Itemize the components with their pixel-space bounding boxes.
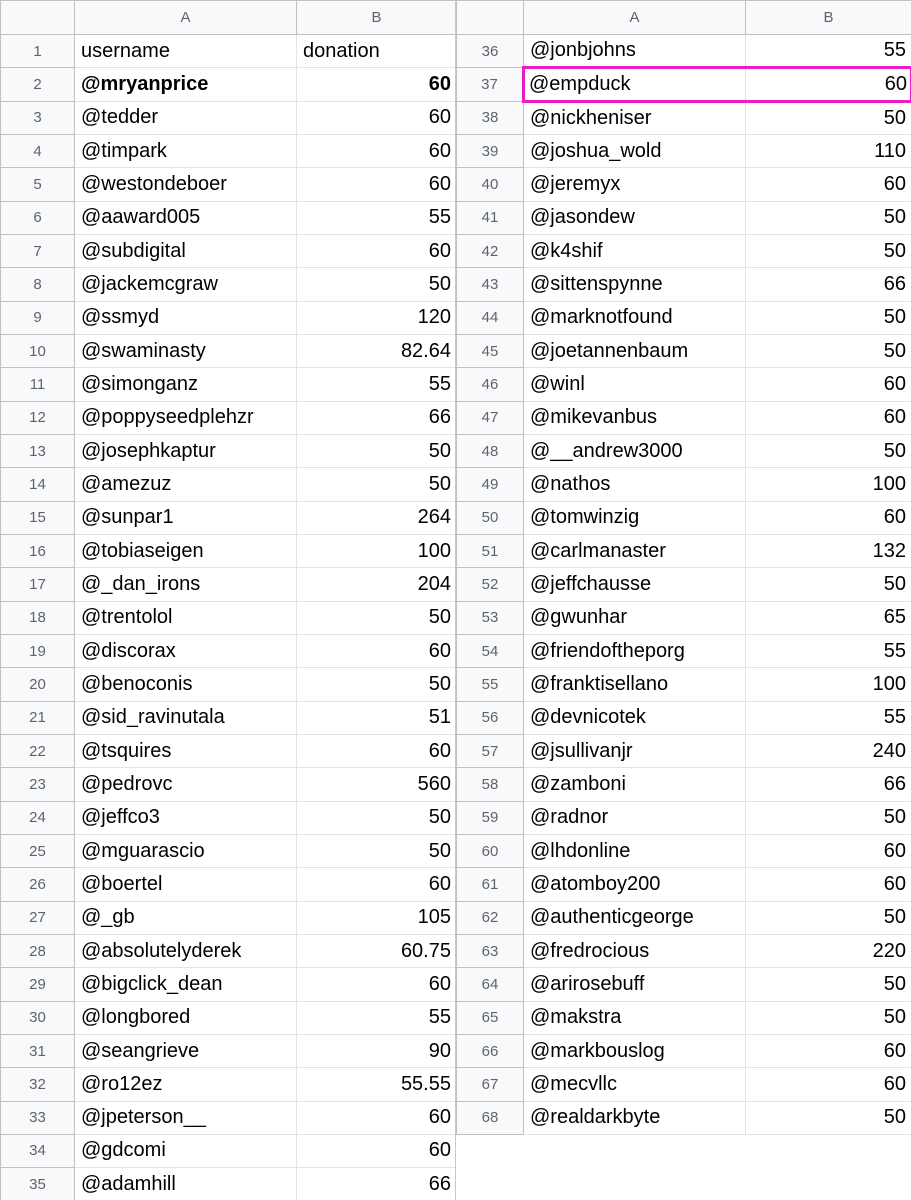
cell-username[interactable]: @sunpar1 [75,501,297,534]
table-row [1,734,457,767]
cell-donation[interactable]: 55 [746,701,911,734]
cell-donation[interactable]: 82.64 [297,334,457,367]
row-number[interactable]: 26 [1,868,75,901]
cell-donation[interactable]: 90 [297,1034,457,1067]
table-row [457,701,911,734]
cell-donation[interactable]: 66 [297,401,457,434]
cell-username[interactable]: @adamhill [75,1168,297,1200]
table-row [457,568,911,601]
row-number[interactable]: 32 [1,1068,75,1101]
table-row [1,834,457,867]
cell-donation[interactable]: 60 [297,634,457,667]
table-row [457,134,911,167]
cell-username[interactable]: @nickheniser [524,101,746,134]
table-row [1,634,457,667]
cell-username[interactable]: @benoconis [75,668,297,701]
table-row [457,368,911,401]
row-number[interactable]: 54 [457,634,524,667]
cell-username[interactable]: @authenticgeorge [524,901,746,934]
row-number[interactable]: 1 [1,35,75,68]
cell-username[interactable]: @jeremyx [524,168,746,201]
table-row [1,768,457,801]
cell-donation[interactable]: 220 [746,934,911,967]
row-number[interactable]: 22 [1,734,75,767]
cell-donation[interactable]: 55 [297,201,457,234]
cell-donation[interactable]: 60 [297,1101,457,1134]
row-number[interactable]: 8 [1,268,75,301]
cell-username[interactable]: @bigclick_dean [75,968,297,1001]
row-number[interactable]: 27 [1,901,75,934]
column-header-a[interactable]: A [75,1,297,35]
table-row [457,834,911,867]
cell-donation[interactable]: 50 [746,301,911,334]
table-row [1,1134,457,1167]
cell-donation[interactable]: 50 [746,334,911,367]
table-row [457,234,911,267]
cell-donation[interactable]: 65 [746,601,911,634]
cell-username[interactable]: @marknotfound [524,301,746,334]
cell-username[interactable]: @discorax [75,634,297,667]
cell-username[interactable]: @lhdonline [524,834,746,867]
select-all-corner[interactable] [457,1,524,35]
table-row [1,701,457,734]
panel-divider [455,0,456,1200]
cell-donation[interactable]: 50 [746,801,911,834]
table-row [457,868,911,901]
cell-donation[interactable]: 50 [746,1101,911,1134]
cell-username[interactable]: @winl [524,368,746,401]
row-number[interactable]: 5 [1,168,75,201]
table-row [457,534,911,567]
cell-username[interactable]: @boertel [75,868,297,901]
table-row [1,968,457,1001]
cell-username[interactable]: @_gb [75,901,297,934]
row-number[interactable]: 19 [1,634,75,667]
table-row [457,201,911,234]
table-row [457,934,911,967]
row-number[interactable]: 14 [1,468,75,501]
row-number[interactable]: 58 [457,768,524,801]
cell-username[interactable]: @ro12ez [75,1068,297,1101]
row-number[interactable]: 55 [457,668,524,701]
table-row [1,601,457,634]
cell-donation[interactable]: 50 [746,568,911,601]
cell-donation[interactable]: 100 [746,668,911,701]
row-number[interactable]: 28 [1,934,75,967]
cell-donation[interactable]: 50 [297,668,457,701]
table-row [457,968,911,1001]
table-row [1,368,457,401]
cell-username[interactable]: @timpark [75,134,297,167]
table-row [457,601,911,634]
row-number[interactable]: 4 [1,134,75,167]
table-row [1,201,457,234]
row-number[interactable]: 9 [1,301,75,334]
column-header-b[interactable]: B [746,1,911,35]
row-number[interactable]: 7 [1,234,75,267]
cell-username[interactable]: @sid_ravinutala [75,701,297,734]
table-row [1,901,457,934]
cell-donation[interactable]: 50 [297,601,457,634]
cell-donation[interactable]: 60 [297,168,457,201]
cell-donation[interactable]: 60 [297,1134,457,1167]
row-number[interactable]: 48 [457,434,524,467]
row-number[interactable]: 3 [1,101,75,134]
cell-username[interactable]: @aaward005 [75,201,297,234]
cell-donation[interactable]: 60 [746,401,911,434]
header-cell-username[interactable]: username [75,35,297,68]
cell-donation[interactable]: 60 [297,234,457,267]
table-row [457,734,911,767]
cell-username[interactable]: @jonbjohns [524,35,746,68]
row-number[interactable]: 60 [457,834,524,867]
cell-username[interactable]: @gwunhar [524,601,746,634]
table-row [1,801,457,834]
table-row [1,35,457,68]
row-number[interactable]: 56 [457,701,524,734]
cell-username[interactable]: @nathos [524,468,746,501]
cell-donation[interactable]: 60.75 [297,934,457,967]
cell-username[interactable]: @jeffchausse [524,568,746,601]
cell-donation[interactable]: 51 [297,701,457,734]
row-number[interactable]: 38 [457,101,524,134]
row-number[interactable]: 51 [457,534,524,567]
cell-username[interactable]: @radnor [524,801,746,834]
row-number[interactable]: 16 [1,534,75,567]
row-number[interactable]: 12 [1,401,75,434]
select-all-corner[interactable] [1,1,75,35]
table-row [1,501,457,534]
row-number[interactable]: 29 [1,968,75,1001]
table-row [1,434,457,467]
cell-donation[interactable]: 264 [297,501,457,534]
cell-donation[interactable]: 55 [746,634,911,667]
cell-donation[interactable]: 60 [746,1034,911,1067]
table-row [457,168,911,201]
row-number[interactable]: 17 [1,568,75,601]
table-row [457,501,911,534]
cell-username[interactable]: @tobiaseigen [75,534,297,567]
row-number[interactable]: 24 [1,801,75,834]
cell-username[interactable]: @longbored [75,1001,297,1034]
cell-username[interactable]: @friendoftheporg [524,634,746,667]
cell-donation[interactable]: 66 [297,1168,457,1200]
row-number[interactable]: 15 [1,501,75,534]
table-row [457,301,911,334]
cell-donation[interactable]: 60 [297,101,457,134]
cell-donation[interactable]: 60 [297,68,457,101]
row-number[interactable]: 11 [1,368,75,401]
row-number[interactable]: 25 [1,834,75,867]
cell-donation[interactable]: 55 [297,1001,457,1034]
cell-donation[interactable]: 60 [297,868,457,901]
row-number[interactable]: 68 [457,1101,524,1134]
cell-username[interactable]: @jasondew [524,201,746,234]
table-row [1,101,457,134]
cell-donation[interactable]: 132 [746,534,911,567]
cell-username[interactable]: @zamboni [524,768,746,801]
row-number[interactable]: 33 [1,1101,75,1134]
cell-donation[interactable]: 60 [297,134,457,167]
header-cell-donation[interactable]: donation [297,35,457,68]
cell-username[interactable]: @carlmanaster [524,534,746,567]
table-row [1,868,457,901]
cell-donation[interactable]: 60 [746,868,911,901]
column-header-a[interactable]: A [524,1,746,35]
row-number[interactable]: 64 [457,968,524,1001]
table-row [457,634,911,667]
cell-donation[interactable]: 50 [297,268,457,301]
cell-donation[interactable]: 50 [746,1001,911,1034]
cell-username[interactable]: @jeffco3 [75,801,297,834]
cell-donation[interactable]: 110 [746,134,911,167]
table-row [1,468,457,501]
cell-donation[interactable]: 100 [746,468,911,501]
cell-username[interactable]: @mecvllc [524,1068,746,1101]
row-number[interactable]: 62 [457,901,524,934]
cell-username[interactable]: @gdcomi [75,1134,297,1167]
cell-donation[interactable]: 560 [297,768,457,801]
row-number[interactable]: 65 [457,1001,524,1034]
cell-donation[interactable]: 105 [297,901,457,934]
row-number[interactable]: 52 [457,568,524,601]
table-row [457,1001,911,1034]
cell-donation[interactable]: 60 [746,368,911,401]
cell-username[interactable]: @joshua_wold [524,134,746,167]
cell-username[interactable]: @empduck [524,68,746,101]
cell-donation[interactable]: 204 [297,568,457,601]
cell-username[interactable]: @__andrew3000 [524,434,746,467]
cell-username[interactable]: @westondeboer [75,168,297,201]
table-row [457,101,911,134]
cell-donation[interactable]: 66 [746,768,911,801]
cell-username[interactable]: @joetannenbaum [524,334,746,367]
cell-donation[interactable]: 60 [746,68,911,101]
cell-username[interactable]: @josephkaptur [75,434,297,467]
table-row [1,168,457,201]
cell-donation[interactable]: 55 [746,35,911,68]
row-number[interactable]: 6 [1,201,75,234]
cell-donation[interactable]: 50 [746,234,911,267]
cell-donation[interactable]: 50 [746,201,911,234]
cell-username[interactable]: @tomwinzig [524,501,746,534]
cell-donation[interactable]: 55.55 [297,1068,457,1101]
table-row [1,134,457,167]
cell-username[interactable]: @makstra [524,1001,746,1034]
cell-donation[interactable]: 55 [297,368,457,401]
cell-donation[interactable]: 50 [297,468,457,501]
row-number[interactable]: 46 [457,368,524,401]
cell-donation[interactable]: 60 [746,501,911,534]
table-row [1,534,457,567]
row-number[interactable]: 36 [457,35,524,68]
cell-username[interactable]: @amezuz [75,468,297,501]
cell-donation[interactable]: 50 [297,801,457,834]
cell-donation[interactable]: 60 [746,168,911,201]
table-row [457,68,911,101]
row-number[interactable]: 37 [457,68,524,101]
table-row [457,1034,911,1067]
cell-username[interactable]: @fredrocious [524,934,746,967]
cell-username[interactable]: @poppyseedplehzr [75,401,297,434]
row-number[interactable]: 31 [1,1034,75,1067]
table-row [1,1001,457,1034]
cell-username[interactable]: @_dan_irons [75,568,297,601]
cell-username[interactable]: @seangrieve [75,1034,297,1067]
cell-username[interactable]: @atomboy200 [524,868,746,901]
row-number[interactable]: 40 [457,168,524,201]
row-number[interactable]: 47 [457,401,524,434]
table-row [1,234,457,267]
table-row [457,35,911,68]
cell-username[interactable]: @k4shif [524,234,746,267]
row-number[interactable]: 57 [457,734,524,767]
cell-username[interactable]: @tedder [75,101,297,134]
cell-donation[interactable]: 60 [746,1068,911,1101]
cell-username[interactable]: @mguarascio [75,834,297,867]
cell-donation[interactable]: 60 [297,734,457,767]
row-number[interactable]: 49 [457,468,524,501]
row-number[interactable]: 34 [1,1134,75,1167]
table-row [1,1101,457,1134]
table-row [1,268,457,301]
cell-donation[interactable]: 50 [297,434,457,467]
cell-donation[interactable]: 50 [297,834,457,867]
table-row [1,1068,457,1101]
cell-donation[interactable]: 50 [746,901,911,934]
row-number[interactable]: 61 [457,868,524,901]
cell-username[interactable]: @jackemcgraw [75,268,297,301]
row-number[interactable]: 35 [1,1168,75,1200]
table-row [1,568,457,601]
table-row [1,301,457,334]
table-row [457,1101,911,1134]
cell-username[interactable]: @sittenspynne [524,268,746,301]
table-row [1,934,457,967]
row-number[interactable]: 39 [457,134,524,167]
table-row [457,668,911,701]
row-number[interactable]: 18 [1,601,75,634]
cell-donation[interactable]: 60 [297,968,457,1001]
table-row [457,1068,911,1101]
cell-username[interactable]: @pedrovc [75,768,297,801]
row-number[interactable]: 42 [457,234,524,267]
table-row [457,468,911,501]
cell-username[interactable]: @trentolol [75,601,297,634]
cell-donation[interactable]: 66 [746,268,911,301]
table-row [1,68,457,101]
cell-username[interactable]: @mryanprice [75,68,297,101]
row-number[interactable]: 44 [457,301,524,334]
table-row [1,1168,457,1200]
spreadsheet-right-panel [456,0,911,1200]
row-number[interactable]: 45 [457,334,524,367]
row-number[interactable]: 63 [457,934,524,967]
table-row [457,901,911,934]
row-number[interactable]: 66 [457,1034,524,1067]
table-row [1,401,457,434]
row-number[interactable]: 67 [457,1068,524,1101]
column-header-b[interactable]: B [297,1,457,35]
row-number[interactable]: 13 [1,434,75,467]
cell-username[interactable]: @arirosebuff [524,968,746,1001]
table-row [457,801,911,834]
row-number[interactable]: 43 [457,268,524,301]
cell-username[interactable]: @realdarkbyte [524,1101,746,1134]
row-number[interactable]: 10 [1,334,75,367]
table-row [1,1034,457,1067]
cell-username[interactable]: @subdigital [75,234,297,267]
row-number[interactable]: 2 [1,68,75,101]
table-row [1,334,457,367]
row-number[interactable]: 21 [1,701,75,734]
table-row [457,268,911,301]
row-number[interactable]: 20 [1,668,75,701]
table-row [457,434,911,467]
table-row [457,334,911,367]
row-number[interactable]: 41 [457,201,524,234]
cell-donation[interactable]: 50 [746,434,911,467]
cell-username[interactable]: @simonganz [75,368,297,401]
table-row [457,768,911,801]
cell-username[interactable]: @swaminasty [75,334,297,367]
cell-donation[interactable]: 240 [746,734,911,767]
cell-donation[interactable]: 120 [297,301,457,334]
cell-donation[interactable]: 100 [297,534,457,567]
cell-donation[interactable]: 50 [746,101,911,134]
cell-username[interactable]: @franktisellano [524,668,746,701]
cell-username[interactable]: @jsullivanjr [524,734,746,767]
row-number[interactable]: 23 [1,768,75,801]
cell-username[interactable]: @ssmyd [75,301,297,334]
row-number[interactable]: 59 [457,801,524,834]
cell-username[interactable]: @absolutelyderek [75,934,297,967]
cell-donation[interactable]: 60 [746,834,911,867]
table-row [457,401,911,434]
table-row [1,668,457,701]
cell-username[interactable]: @tsquires [75,734,297,767]
cell-username[interactable]: @devnicotek [524,701,746,734]
row-number[interactable]: 53 [457,601,524,634]
row-number[interactable]: 30 [1,1001,75,1034]
cell-donation[interactable]: 50 [746,968,911,1001]
row-number[interactable]: 50 [457,501,524,534]
cell-username[interactable]: @mikevanbus [524,401,746,434]
cell-username[interactable]: @jpeterson__ [75,1101,297,1134]
cell-username[interactable]: @markbouslog [524,1034,746,1067]
